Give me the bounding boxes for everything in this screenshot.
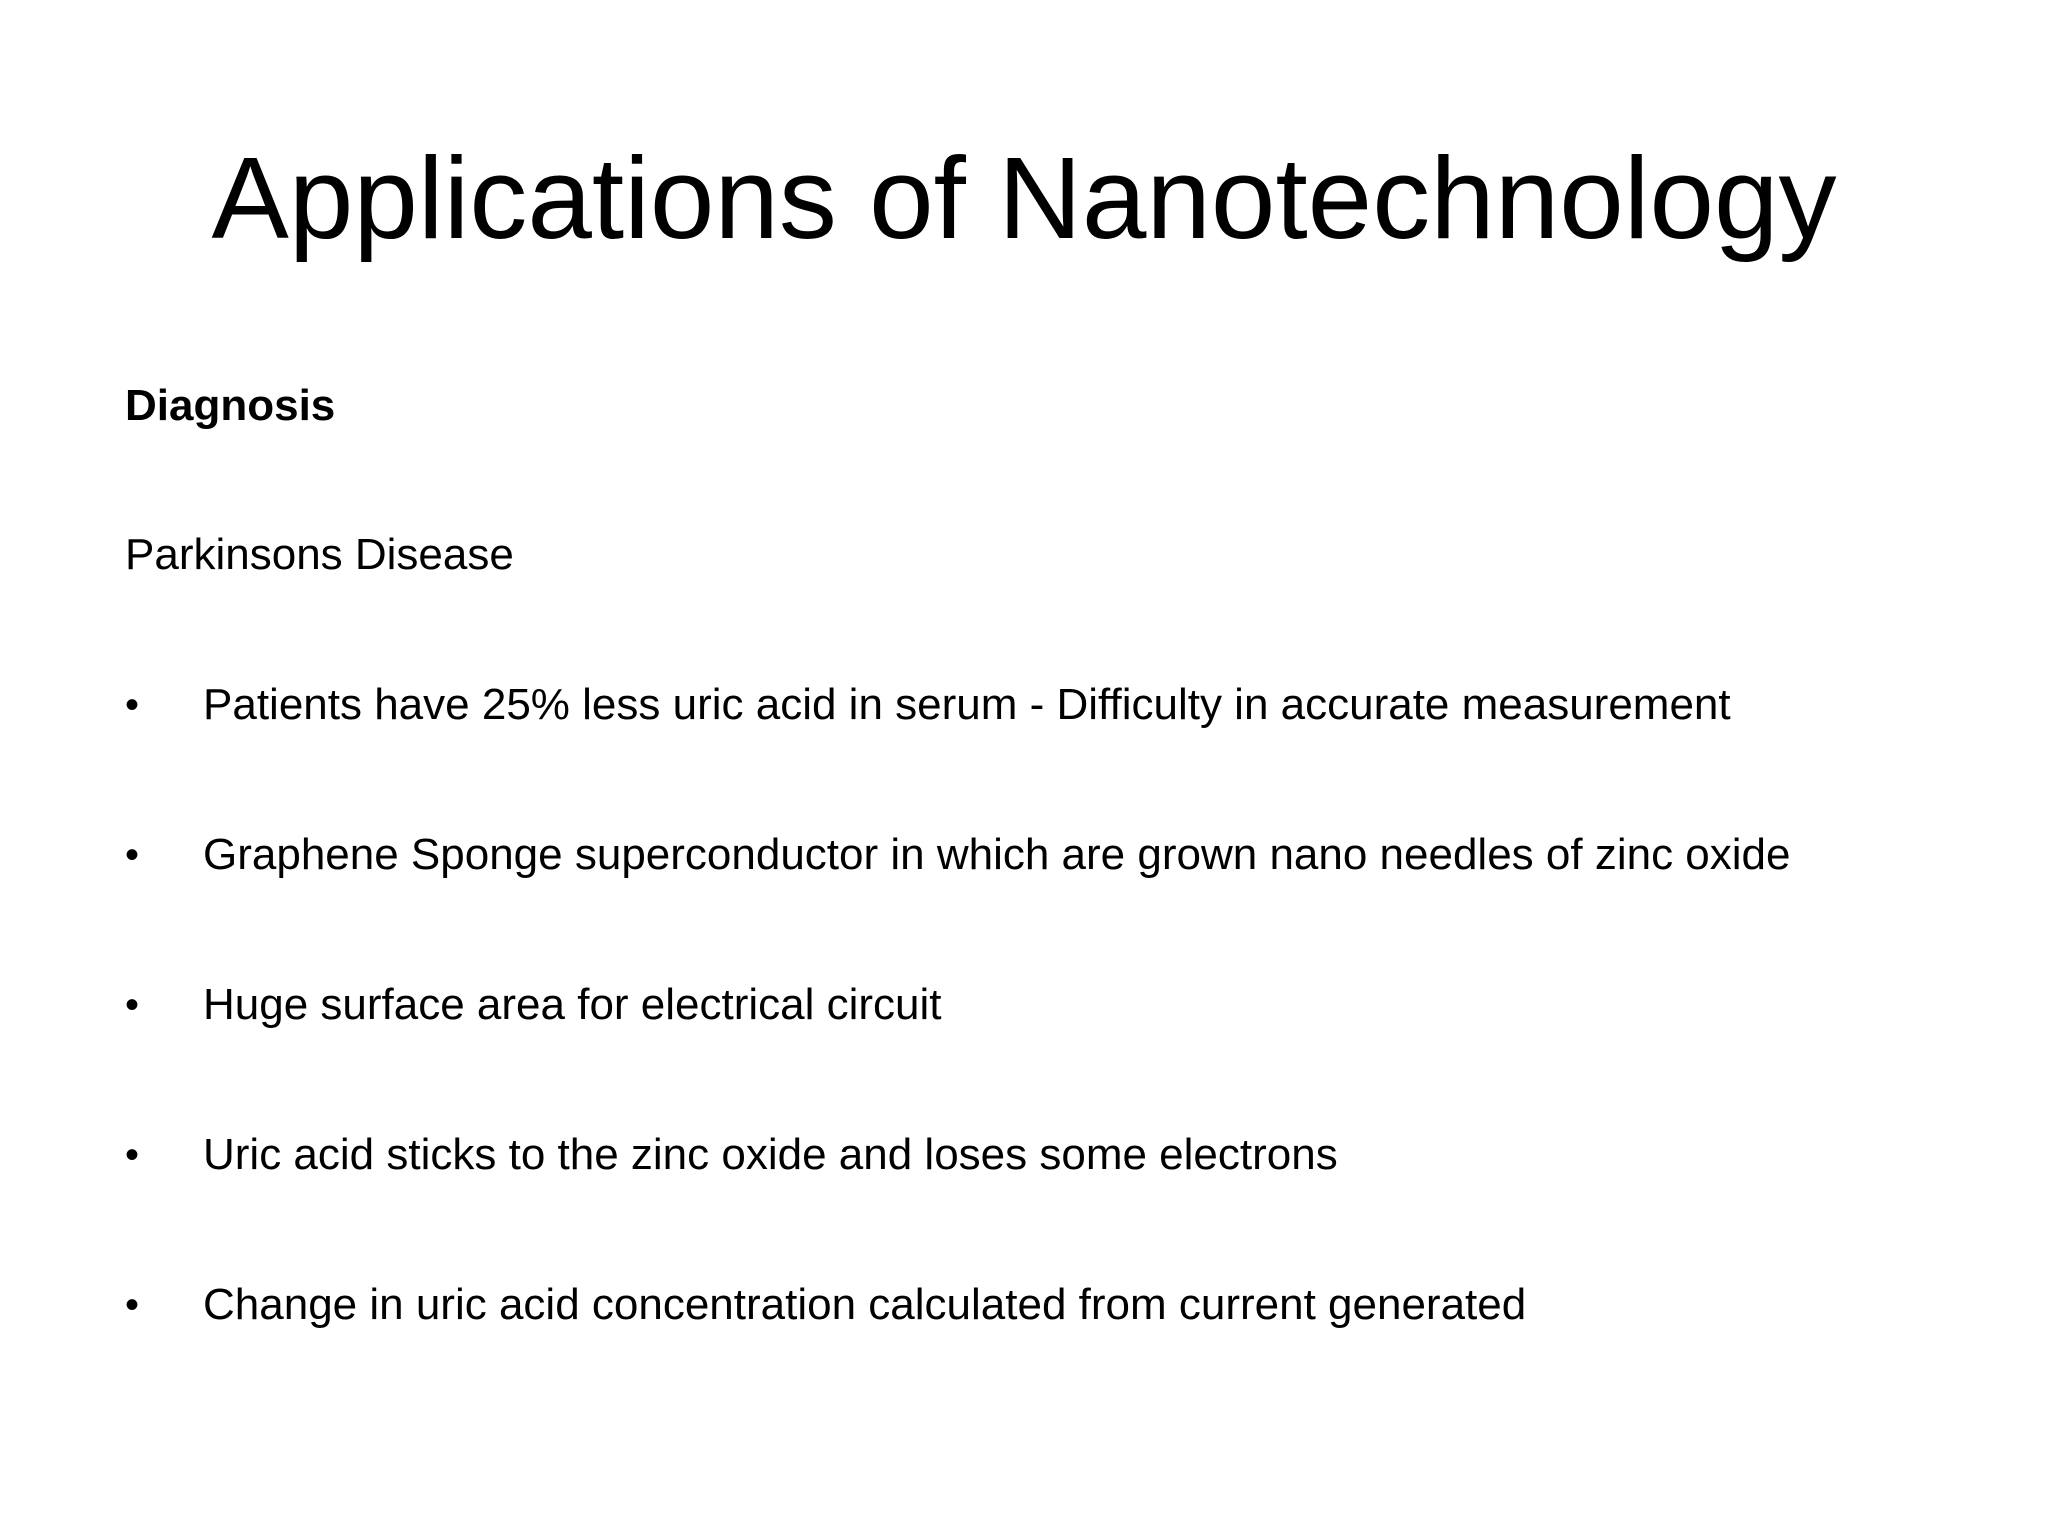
bullet-icon: • <box>125 833 140 877</box>
bullet-icon: • <box>125 683 140 727</box>
bullet-text: Patients have 25% less uric acid in serum - Difficulty in accurate measurement <box>203 680 1731 729</box>
section-subheading: Parkinsons Disease <box>125 530 514 579</box>
bullet-icon: • <box>125 983 140 1027</box>
bullet-icon: • <box>125 1133 140 1177</box>
bullet-icon: • <box>125 1283 140 1327</box>
slide-title: Applications of Nanotechnology <box>211 133 1837 263</box>
bullet-item <box>125 977 2025 1033</box>
bullet-text: Change in uric acid concentration calculated from current generated <box>203 1280 1527 1329</box>
bullet-item <box>125 677 2025 733</box>
section-heading: Diagnosis <box>125 381 336 430</box>
bullet-item <box>125 827 2025 883</box>
bullet-text: Graphene Sponge superconductor in which are grown nano needles of zinc oxide <box>203 830 1791 879</box>
bullet-text: Huge surface area for electrical circuit <box>203 980 942 1029</box>
bullet-text: Uric acid sticks to the zinc oxide and loses some electrons <box>203 1130 1338 1179</box>
bullet-item <box>125 1127 2025 1183</box>
bullet-item <box>125 1277 2025 1333</box>
